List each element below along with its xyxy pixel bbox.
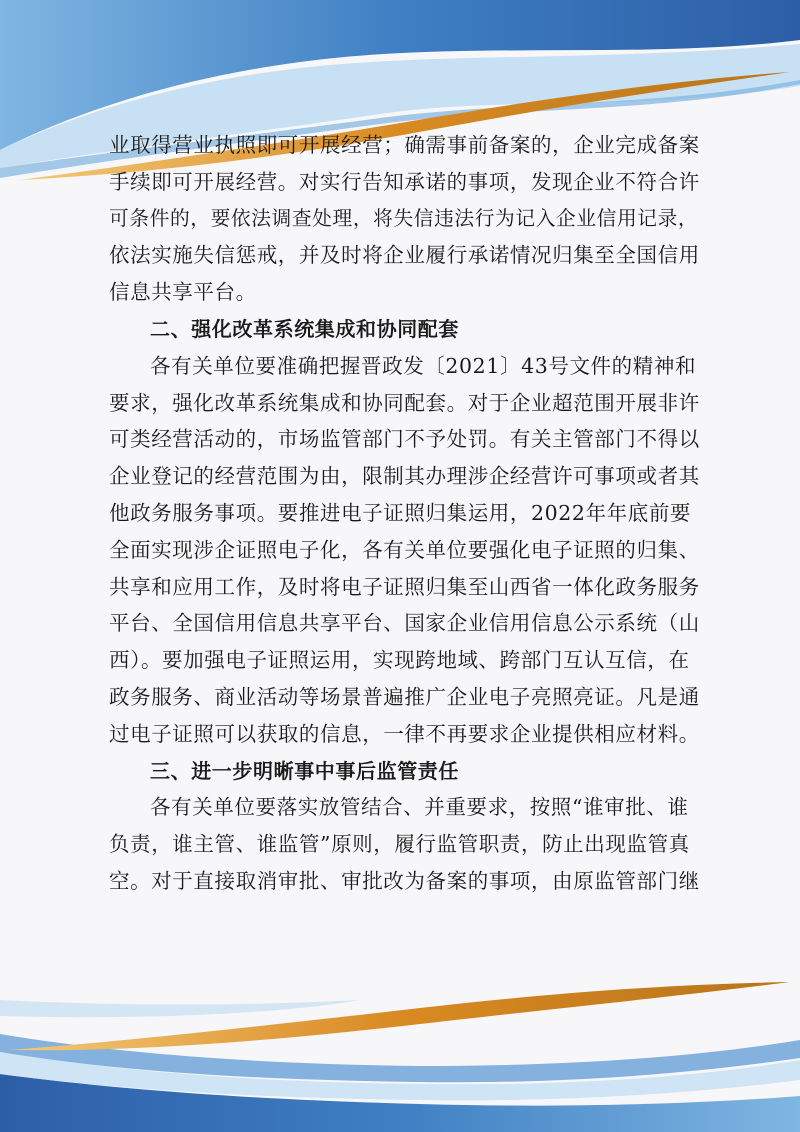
- body-line: 过电子证照可以获取的信息，一律不再要求企业提供相应材料。: [109, 721, 700, 746]
- body-line: 要求，强化改革系统集成和协同配套。对于企业超范围开展非许: [109, 390, 700, 415]
- body-line: 他政务服务事项。要推进电子证照归集运用，2022年年底前要: [109, 500, 692, 525]
- body-line: 负责，谁主管、谁监管”原则，履行监管职责，防止出现监管真: [109, 832, 690, 857]
- body-line: 政务服务、商业活动等场景普遍推广企业电子亮照亮证。凡是通: [109, 684, 700, 709]
- document-body: [109, 127, 704, 900]
- body-line: 可条件的，要依法调查处理，将失信违法行为记入企业信用记录，: [109, 206, 699, 230]
- body-line: 业取得营业执照即可开展经营；确需事前备案的，企业完成备案: [109, 133, 700, 157]
- body-line: 依法实施失信惩戒，并及时将企业履行承诺情况归集至全国信用: [109, 243, 700, 268]
- bottom-wave: [0, 982, 800, 1132]
- body-line: 手续即可开展经营。对实行告知承诺的事项，发现企业不符合许: [109, 169, 700, 194]
- paragraph-first-line: 各有关单位要准确把握晋政发〔2021〕43号文件的精神和: [150, 353, 697, 378]
- body-line: 平台、全国信用信息共享平台、国家企业信用信息公示系统（山: [109, 611, 700, 636]
- body-line: 空。对于直接取消审批、审批改为备案的事项，由原监管部门继: [109, 868, 700, 893]
- body-line: 信息共享平台。: [109, 280, 257, 305]
- body-line: 西）。要加强电子证照运用，实现跨地域、跨部门互认互信，在: [109, 648, 690, 673]
- body-line: 可类经营活动的，市场监管部门不予处罚。有关主管部门不得以: [109, 427, 700, 452]
- body-line: 共享和应用工作，及时将电子证照归集至山西省一体化政务服务: [109, 574, 700, 599]
- paragraph-first-line: 各有关单位要落实放管结合、并重要求，按照“谁审批、谁: [150, 795, 689, 820]
- section-heading: 二、强化改革系统集成和协同配套: [150, 316, 459, 341]
- body-line: 企业登记的经营范围为由，限制其办理涉企经营许可事项或者其: [109, 464, 700, 489]
- section-heading: 三、进一步明晰事中事后监管责任: [150, 758, 459, 783]
- body-line: 全面实现涉企证照电子化，各有关单位要强化电子证照的归集、: [109, 537, 700, 562]
